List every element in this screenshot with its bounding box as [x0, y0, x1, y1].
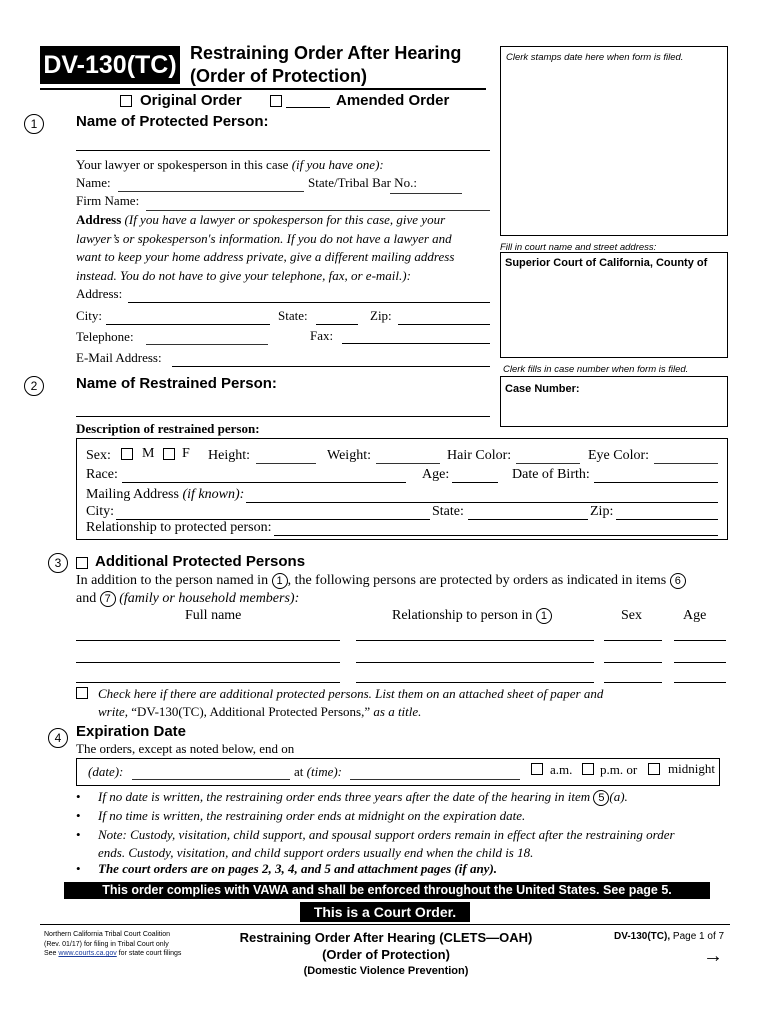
eye-color-label: Eye Color: [588, 448, 650, 463]
row1-sex-line[interactable] [604, 640, 662, 641]
sex-m-label: M [142, 446, 155, 461]
address-bold-label: Address [76, 212, 122, 227]
col-relationship-text: Relationship to person in [392, 608, 533, 624]
case-number-label: Case Number: [505, 383, 580, 395]
lawyer-intro [76, 157, 384, 173]
email-label: E-Mail Address: [76, 350, 162, 365]
row3-relationship-line[interactable] [356, 682, 594, 683]
more-protected-write: write, [98, 704, 128, 719]
court-name-note: Fill in court name and street address: [500, 242, 657, 253]
bullet-4: • [76, 861, 81, 876]
am-checkbox[interactable] [531, 763, 543, 775]
col-age: Age [683, 608, 707, 623]
expiration-date-line[interactable] [132, 779, 290, 780]
col-relationship [392, 608, 552, 624]
row1-age-line[interactable] [674, 640, 726, 641]
next-page-arrow-icon[interactable]: → [703, 945, 723, 967]
expiration-at-label [294, 764, 342, 780]
footer-form-id: DV-130(TC), [614, 931, 671, 942]
header-rule [40, 88, 486, 90]
restrained-zip-line[interactable] [616, 519, 718, 520]
pm-checkbox[interactable] [582, 763, 594, 775]
state-label: State: [278, 308, 308, 323]
item3-intro-line2 [76, 591, 299, 607]
bullet-4-text: The court orders are on pages 2, 3, 4, and 5 and attachment pages (if any). [98, 861, 498, 876]
dob-line[interactable] [594, 482, 718, 483]
sex-f-checkbox[interactable] [163, 448, 175, 460]
clerk-stamp-box [500, 46, 728, 236]
clerk-stamp-note: Clerk stamps date here when form is filed. [506, 52, 684, 63]
case-number-note: Clerk fills in case number when form is filed. [503, 364, 689, 375]
col-relationship-ref: 1 [536, 608, 552, 624]
amended-order-label: Amended Order [336, 92, 450, 109]
row2-sex-line[interactable] [604, 662, 662, 663]
footer-state-court: for state court filings [118, 950, 182, 957]
time-text: (time): [306, 764, 343, 779]
form-id-badge: DV-130(TC) [40, 46, 180, 84]
firm-name-label: Firm Name: [76, 193, 140, 208]
footer-see: See [44, 950, 57, 957]
original-order-checkbox[interactable] [120, 95, 132, 107]
telephone-label: Telephone: [76, 329, 134, 344]
mailing-address-label [86, 487, 244, 503]
age-line[interactable] [452, 482, 498, 483]
lawyer-name-line[interactable] [118, 191, 304, 192]
bullet-2-text: If no time is written, the restraining order ends at midnight on the expiration date. [98, 808, 526, 823]
address-note-4: instead. You do not have to give your telephone, fax, or e-mail.): [76, 267, 411, 283]
midnight-label: midnight [668, 761, 715, 776]
address-note-3: want to keep your home address private, give a different mailing address [76, 249, 455, 264]
hair-color-line[interactable] [516, 463, 580, 464]
more-protected-as-title: as a title. [373, 704, 422, 719]
footer-rule [40, 924, 730, 925]
bullet-2: • [76, 808, 81, 823]
mailing-address-line[interactable] [246, 502, 718, 503]
zip-line[interactable] [398, 324, 490, 325]
more-protected-text-2 [98, 704, 421, 720]
relationship-label: Relationship to protected person: [86, 520, 272, 535]
at-text: at [294, 764, 304, 779]
row2-relationship-line[interactable] [356, 662, 594, 663]
expiration-intro: The orders, except as noted below, end on [76, 741, 295, 756]
bar-number-line[interactable] [390, 193, 462, 194]
midnight-checkbox[interactable] [648, 763, 660, 775]
bullet-1-text-a: If no date is written, the restraining order ends three years after the date of the hearing in item [98, 789, 591, 804]
race-line[interactable] [122, 482, 406, 483]
bullet-3-text-cont: ends. Custody, visitation, and child support orders usually end when the child is 18. [98, 845, 534, 860]
expiration-time-line[interactable] [350, 779, 520, 780]
row1-name-line[interactable] [76, 640, 340, 641]
restrained-city-label: City: [86, 504, 115, 519]
bar-number-label: State/Tribal Bar No.: [308, 175, 417, 190]
item3-intro-line1 [76, 573, 686, 589]
protected-person-heading: Name of Protected Person: [76, 113, 269, 130]
footer-page-number: Page 1 of 7 [672, 931, 725, 942]
pm-label: p.m. or [600, 762, 638, 777]
form-title-line1: Restraining Order After Hearing [190, 43, 462, 63]
item3-text-b: , the following persons are protected by orders as indicated in items [287, 573, 667, 589]
expiration-date-label: (date): [88, 764, 124, 779]
bullet-1: • [76, 789, 81, 804]
item-3-number: 3 [48, 553, 68, 573]
address-label: Address: [76, 286, 123, 301]
row3-name-line[interactable] [76, 682, 340, 683]
bullet-1-text [98, 789, 628, 806]
more-protected-text-1: Check here if there are additional protected persons. List them on an attached sheet of paper and [98, 686, 604, 701]
item-7-ref: 7 [100, 591, 116, 607]
amended-order-number-line[interactable] [286, 107, 330, 108]
item3-text-d: (family or household members): [119, 591, 300, 607]
more-protected-title: “DV-130(TC), Additional Protected Persons,” [131, 704, 371, 719]
lawyer-name-label: Name: [76, 175, 111, 190]
footer-center-title: Restraining Order After Hearing (CLETS—OAH) [239, 930, 533, 945]
telephone-line[interactable] [146, 344, 268, 345]
row2-name-line[interactable] [76, 662, 340, 663]
lawyer-intro-paren: (if you have one): [291, 157, 384, 172]
original-order-label: Original Order [140, 92, 242, 109]
race-label: Race: [86, 467, 118, 482]
amended-order-checkbox[interactable] [270, 95, 282, 107]
bullet-3: • [76, 827, 81, 842]
address-note-2: lawyer’s or spokesperson's information. If you do not have a lawyer and [76, 230, 452, 246]
row3-age-line[interactable] [674, 682, 726, 683]
sex-label: Sex: [86, 448, 111, 463]
item-1-ref: 1 [272, 573, 288, 589]
fax-line[interactable] [342, 343, 490, 344]
lawyer-intro-text: Your lawyer or spokesperson in this case [76, 157, 289, 172]
mailing-address-paren: (if known): [182, 487, 245, 502]
more-protected-checkbox[interactable] [76, 687, 88, 699]
court-order-banner: This is a Court Order. [300, 902, 470, 922]
row2-age-line[interactable] [674, 662, 726, 663]
courts-link[interactable]: www.courts.ca.gov [58, 950, 117, 957]
item-4-number: 4 [48, 728, 68, 748]
address-note-1: (If you have a lawyer or spokesperson for this case, give your [124, 212, 446, 227]
eye-color-line[interactable] [654, 463, 718, 464]
city-label: City: [76, 308, 103, 323]
relationship-line[interactable] [274, 535, 718, 536]
footer-org: Northern California Tribal Court Coalition [44, 931, 171, 938]
court-name-label: Superior Court of California, County of [505, 257, 708, 269]
zip-label: Zip: [370, 308, 392, 323]
expiration-heading: Expiration Date [76, 723, 187, 740]
vawa-banner: This order complies with VAWA and shall be enforced throughout the United States. See page 5. [64, 882, 710, 899]
footer-rev: (Rev. 01/17) for filing in Tribal Court only [44, 940, 169, 948]
col-full-name: Full name [185, 608, 242, 623]
fax-label: Fax: [310, 328, 334, 343]
sex-f-label: F [182, 446, 190, 461]
email-line[interactable] [172, 366, 490, 367]
bullet-3-text: Note: Custody, visitation, child support, and spousal support orders remain in effect after the restraining order [98, 827, 675, 842]
item-6-ref: 6 [670, 573, 686, 589]
height-label: Height: [208, 448, 250, 463]
hair-color-label: Hair Color: [447, 448, 512, 463]
am-label: a.m. [550, 762, 573, 777]
sex-m-checkbox[interactable] [121, 448, 133, 460]
footer-center-subtitle: (Order of Protection) [322, 947, 450, 962]
additional-protected-checkbox[interactable] [76, 557, 88, 569]
address-instructions [76, 211, 496, 285]
restrained-zip-label: Zip: [590, 504, 614, 519]
mailing-address-text: Mailing Address [86, 487, 179, 502]
row3-sex-line[interactable] [604, 682, 662, 683]
weight-label: Weight: [327, 448, 371, 463]
col-sex: Sex [621, 608, 642, 623]
weight-line[interactable] [376, 463, 440, 464]
item3-text-c: and [76, 591, 97, 607]
restrained-person-name-line[interactable] [76, 416, 490, 417]
row1-relationship-line[interactable] [356, 640, 594, 641]
item-1-number: 1 [24, 114, 44, 134]
description-heading: Description of restrained person: [76, 421, 260, 436]
restrained-person-heading: Name of Restrained Person: [76, 375, 277, 392]
dob-label: Date of Birth: [512, 467, 590, 482]
address-line[interactable] [128, 302, 490, 303]
footer-center-dvp: (Domestic Violence Prevention) [303, 965, 469, 977]
bullet-1-text-b: (a). [609, 789, 628, 804]
item3-text-a: In addition to the person named in [76, 573, 269, 589]
height-line[interactable] [256, 463, 316, 464]
item-5-ref: 5 [593, 790, 609, 806]
age-label: Age: [422, 467, 450, 482]
form-title-line2: (Order of Protection) [190, 66, 368, 86]
state-line[interactable] [316, 324, 358, 325]
additional-protected-heading: Additional Protected Persons [95, 553, 306, 570]
protected-person-name-line[interactable] [76, 150, 490, 151]
city-line[interactable] [106, 324, 270, 325]
item-2-number: 2 [24, 376, 44, 396]
footer-page-info [614, 931, 724, 942]
restrained-state-label: State: [432, 504, 464, 519]
footer-left [44, 930, 181, 959]
restrained-state-line[interactable] [468, 519, 588, 520]
